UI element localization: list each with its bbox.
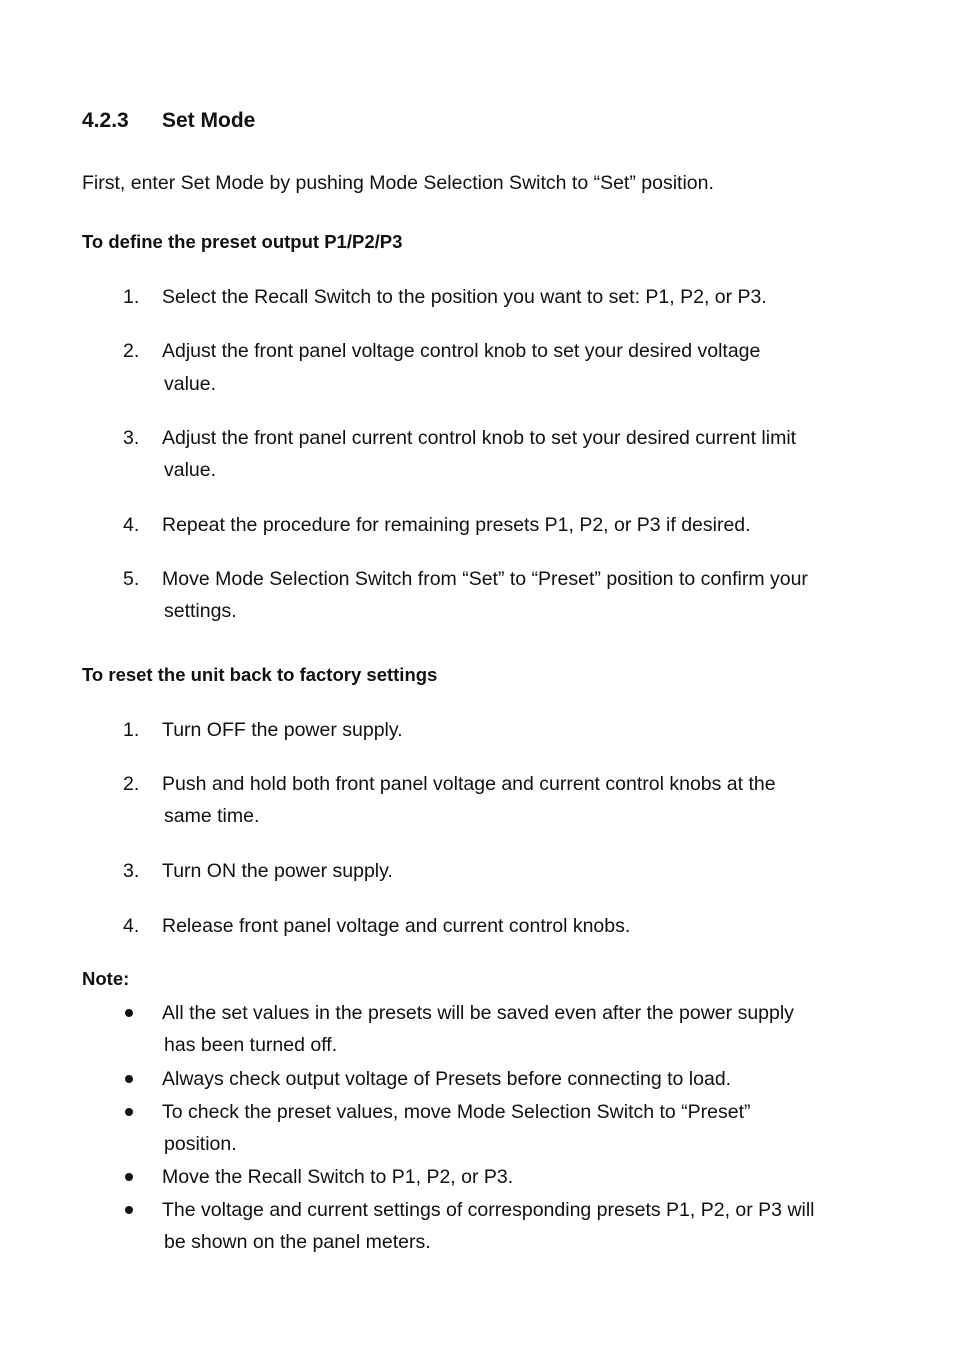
bullet-text-cont: has been turned off. bbox=[164, 1034, 338, 1056]
step-text: Push and hold both front panel voltage and current control knobs at the bbox=[162, 773, 776, 795]
bullet-icon bbox=[125, 1108, 133, 1116]
preset-heading: To define the preset output P1/P2/P3 bbox=[82, 231, 403, 252]
step-number: 1. bbox=[123, 719, 140, 741]
step-text-cont: value. bbox=[164, 373, 217, 395]
step-number: 3. bbox=[123, 860, 140, 882]
step-number: 4. bbox=[123, 915, 140, 937]
step-text-cont: value. bbox=[164, 459, 217, 481]
step-text: Select the Recall Switch to the position you want to set: P1, P2, or P3. bbox=[162, 286, 767, 308]
bullet-text: Move the Recall Switch to P1, P2, or P3. bbox=[162, 1166, 514, 1188]
step-number: 1. bbox=[123, 286, 140, 308]
note-heading: Note: bbox=[82, 968, 130, 989]
section-number: 4.2.3 bbox=[82, 109, 129, 132]
bullet-icon bbox=[125, 1009, 133, 1017]
step-text: Turn ON the power supply. bbox=[162, 860, 393, 882]
step-number: 2. bbox=[123, 773, 140, 795]
step-text: Adjust the front panel voltage control knob to set your desired voltage bbox=[162, 340, 761, 362]
step-text: Release front panel voltage and current control knobs. bbox=[162, 915, 631, 937]
step-text: Move Mode Selection Switch from “Set” to “Preset” position to confirm your bbox=[162, 568, 808, 590]
reset-heading: To reset the unit back to factory settings bbox=[82, 664, 438, 685]
bullet-text-cont: position. bbox=[164, 1133, 237, 1155]
step-text: Adjust the front panel current control knob to set your desired current limit bbox=[162, 427, 797, 449]
step-number: 2. bbox=[123, 340, 140, 362]
bullet-text-cont: be shown on the panel meters. bbox=[164, 1231, 431, 1253]
step-text: Repeat the procedure for remaining presets P1, P2, or P3 if desired. bbox=[162, 514, 751, 536]
step-number: 5. bbox=[123, 568, 140, 590]
step-text: Turn OFF the power supply. bbox=[162, 719, 403, 741]
section-title: Set Mode bbox=[162, 109, 256, 132]
bullet-text: Always check output voltage of Presets before connecting to load. bbox=[162, 1068, 732, 1090]
bullet-text: To check the preset values, move Mode Selection Switch to “Preset” bbox=[162, 1101, 751, 1123]
bullet-icon bbox=[125, 1206, 133, 1214]
bullet-icon bbox=[125, 1173, 133, 1181]
step-number: 4. bbox=[123, 514, 140, 536]
step-text-cont: same time. bbox=[164, 805, 260, 827]
step-number: 3. bbox=[123, 427, 140, 449]
bullet-icon bbox=[125, 1075, 133, 1083]
bullet-text: The voltage and current settings of corresponding presets P1, P2, or P3 will bbox=[162, 1199, 815, 1221]
bullet-text: All the set values in the presets will be saved even after the power supply bbox=[162, 1002, 794, 1024]
intro-text: First, enter Set Mode by pushing Mode Selection Switch to “Set” position. bbox=[82, 172, 714, 194]
step-text-cont: settings. bbox=[164, 600, 237, 622]
